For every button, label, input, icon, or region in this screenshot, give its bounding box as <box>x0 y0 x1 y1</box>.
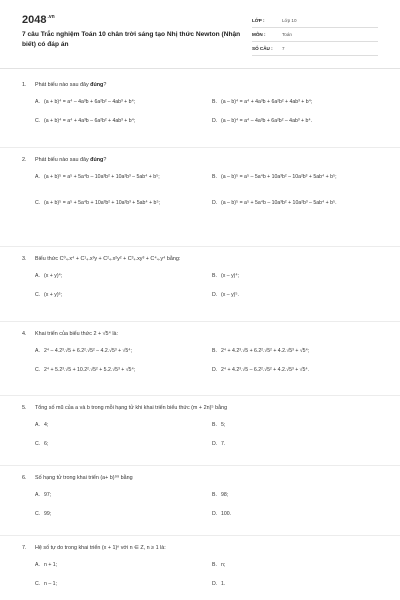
option-text: n + 1; <box>44 561 58 568</box>
option-text: 2⁴ + 5.2³.√5 + 10.2².√5² + 5.2.√5³ + √5⁴; <box>44 366 136 373</box>
option-label: A. <box>35 173 40 180</box>
question-divider <box>0 395 400 396</box>
question-prompt: Hệ số tự do trong khai triển (x + 1)ⁿ với n ∈ Z, n ≥ 1 là: <box>35 545 166 551</box>
option-label: A. <box>35 347 40 354</box>
option-label: B. <box>212 98 217 105</box>
question-number: 7. <box>22 545 27 551</box>
option-label: A. <box>35 561 40 568</box>
logo-suffix: .vn <box>47 14 55 21</box>
question-divider <box>0 147 400 148</box>
question-divider <box>0 321 400 322</box>
answer-options <box>35 422 382 450</box>
option-label: C. <box>35 366 41 373</box>
question-3 <box>22 256 382 301</box>
option-label: D. <box>212 199 218 206</box>
question-prompt-end: ? <box>103 82 107 88</box>
option-text: 6; <box>44 440 49 447</box>
option-text: (x + y)⁶; <box>44 291 63 298</box>
answer-options <box>35 99 382 127</box>
option-text: 2⁴ + 4.2³.√5 + 6.2².√5² + 4.2.√5³ + √5⁴; <box>221 347 310 354</box>
question-emphasis: đúng <box>90 157 104 163</box>
option-label: C. <box>35 117 41 124</box>
option-text: 1. <box>221 580 226 587</box>
option-label: A. <box>35 272 40 279</box>
option-label: C. <box>35 291 41 298</box>
header-divider <box>0 68 400 69</box>
option-text: (x + y)⁴; <box>44 272 63 279</box>
option-label: D. <box>212 510 218 517</box>
option-label: B. <box>212 421 217 428</box>
option-text: 97; <box>44 491 52 498</box>
option-text: (x – y)⁵. <box>221 291 240 298</box>
question-prompt-end: ? <box>103 157 107 163</box>
meta-row-class <box>252 14 378 28</box>
question-2 <box>22 157 382 218</box>
question-text <box>22 331 382 339</box>
answer-options <box>35 174 382 218</box>
meta-value: Lớp 10 <box>282 18 297 23</box>
meta-table <box>252 14 378 56</box>
question-text <box>22 256 382 264</box>
question-1 <box>22 82 382 127</box>
option-text: (a + b)⁵ = a⁵ + 5a⁴b – 10a³b² + 10a²b³ – 5ab⁴ + b⁵; <box>44 173 160 180</box>
question-number: 1. <box>22 82 27 88</box>
question-prompt: Phát biểu nào sau đây <box>35 82 91 88</box>
meta-row-subject <box>252 28 378 42</box>
option-text: 2⁴ + 4.2³.√5 – 6.2².√5² + 4.2.√5³ + √5⁴. <box>221 366 310 373</box>
option-text: (a + b)⁴ = a⁴ – 4a³b + 6a²b² – 4ab³ + b⁴; <box>44 98 136 105</box>
option-text: (a + b)⁴ = a⁴ + 4a³b – 6a²b² + 4ab³ + b⁴; <box>44 117 136 124</box>
question-prompt: Tổng số mũ của a và b trong mỗi hạng tử khi khai triển biểu thức (m + 2n)⁵ bằng <box>35 405 228 411</box>
question-prompt: Khai triển của biểu thức 2 + √5⁴ là: <box>35 331 119 337</box>
question-divider <box>0 465 400 466</box>
meta-key: MÔN : <box>252 32 266 37</box>
question-7 <box>22 545 382 590</box>
option-label: B. <box>212 173 217 180</box>
option-text: 4; <box>44 421 49 428</box>
question-text <box>22 405 382 413</box>
meta-key: SỐ CÂU : <box>252 46 273 51</box>
meta-row-count <box>252 42 378 56</box>
option-label: B. <box>212 272 217 279</box>
answer-options <box>35 348 382 376</box>
option-text: (a – b)⁵ = a⁵ + 5a⁴b – 10a³b² + 10a²b³ – 5ab⁴ + b⁵. <box>221 199 337 206</box>
option-label: C. <box>35 440 41 447</box>
option-label: A. <box>35 491 40 498</box>
question-text <box>22 545 382 553</box>
option-label: D. <box>212 366 218 373</box>
question-4 <box>22 331 382 376</box>
option-label: D. <box>212 291 218 298</box>
question-6 <box>22 475 382 520</box>
option-label: A. <box>35 421 40 428</box>
site-logo[interactable] <box>22 14 55 26</box>
option-text: n; <box>221 561 226 568</box>
question-text <box>22 475 382 483</box>
question-emphasis: đúng <box>90 82 104 88</box>
option-text: 2⁴ – 4.2³.√5 + 6.2².√5² – 4.2.√5³ + √5⁴; <box>44 347 132 354</box>
option-label: C. <box>35 580 41 587</box>
question-prompt: Số hạng tử trong khai triển (a+ b)⁹⁹ bằng <box>35 475 133 481</box>
option-label: D. <box>212 580 218 587</box>
question-number: 5. <box>22 405 27 411</box>
meta-key: LỚP : <box>252 18 265 23</box>
answer-options <box>35 273 382 301</box>
question-prompt: Phát biểu nào sau đây <box>35 157 91 163</box>
page-title: 7 câu Trắc nghiệm Toán 10 chân trời sáng tạo Nhị thức Newton (Nhận biết) có đáp án <box>22 31 241 48</box>
option-text: (a – b)⁴ = a⁴ + 4a³b + 6a²b² + 4ab³ + b⁴; <box>221 98 313 105</box>
option-label: B. <box>212 347 217 354</box>
option-text: 99; <box>44 510 52 517</box>
option-text: (a + b)⁵ = a⁵ + 5a⁴b + 10a³b² + 10a²b³ + 5ab⁴ + b⁵; <box>44 199 161 206</box>
question-divider <box>0 246 400 247</box>
option-text: (x – y)⁴; <box>221 272 240 279</box>
question-number: 4. <box>22 331 27 337</box>
question-number: 6. <box>22 475 27 481</box>
question-text <box>22 82 382 90</box>
answer-options <box>35 562 382 590</box>
option-label: B. <box>212 561 217 568</box>
option-label: C. <box>35 199 41 206</box>
option-label: B. <box>212 491 217 498</box>
option-text: 5; <box>221 421 226 428</box>
meta-value: Toán <box>282 32 292 37</box>
option-label: D. <box>212 117 218 124</box>
header <box>0 0 400 62</box>
question-text <box>22 157 382 165</box>
option-text: 100. <box>221 510 232 517</box>
option-text: 98; <box>221 491 229 498</box>
option-text: (a – b)⁵ = a⁵ – 5a⁴b + 10a³b² – 10a²b³ + 5ab⁴ + b⁵; <box>221 173 337 180</box>
option-label: C. <box>35 510 41 517</box>
answer-options <box>35 492 382 520</box>
option-text: n – 1; <box>44 580 57 587</box>
meta-value: 7 <box>282 46 285 51</box>
question-divider <box>0 535 400 536</box>
question-number: 3. <box>22 256 27 262</box>
option-text: (a – b)⁴ = a⁴ – 4a³b + 6a²b² – 4ab³ + b⁴. <box>221 117 313 124</box>
question-number: 2. <box>22 157 27 163</box>
option-label: A. <box>35 98 40 105</box>
option-text: 7. <box>221 440 226 447</box>
logo-text: 2048 <box>22 14 47 26</box>
question-prompt: Biểu thức C⁰₄.x⁴ + C¹₄.x³y + C²₄.x²y² + C³₄.xy³ + C⁴₄.y⁴ bằng: <box>35 256 181 262</box>
question-5 <box>22 405 382 450</box>
option-label: D. <box>212 440 218 447</box>
